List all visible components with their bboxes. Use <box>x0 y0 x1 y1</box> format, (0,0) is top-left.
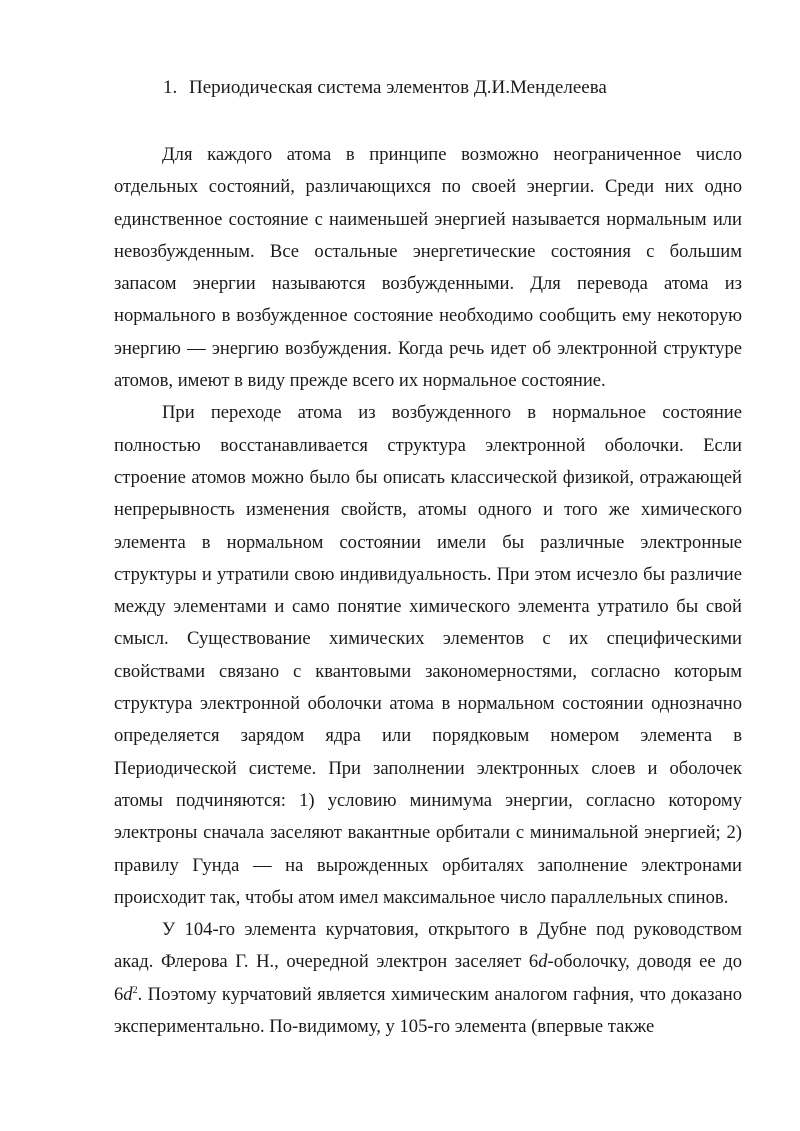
orbital-letter: d <box>538 951 548 973</box>
paragraph-3-text-b: -оболочку, доводя ее до 6 <box>114 951 743 1005</box>
paragraph-3-text-c: . Поэтому курчатовий является химическим аналогом гафния, что доказано экспериментально. По-видимому, у 105-го элемента (впервые также <box>114 983 742 1038</box>
section-title: Периодическая система элементов Д.И.Менделеева <box>189 77 607 98</box>
paragraph-3 <box>114 914 742 1043</box>
document-body <box>114 139 742 1043</box>
section-number: 1. <box>163 77 178 98</box>
paragraph-3-text-a: У 104-го элемента курчатовия, открытого в Дубне под руководством акад. Флерова Г. Н., очередной электрон заселяет 6 <box>114 919 742 973</box>
paragraph-2: При переходе атома из возбужденного в нормальное состояние полностью восстанавливается структура электронной оболочки. Если строение атомов можно было бы описать классической физикой, отражающей непрерывность изменения свойств, атомы одного и того же химического элемента в нормальном состоянии имели бы различные электронные структуры и утратили свою индивидуальность. При этом исчезло бы различие между элементами и само понятие химического элемента утратило бы свой смысл. Существование химических элементов с их специфическими свойствами связано с квантовыми закономерностями, согласно которым структура электронной оболочки атома в нормальном состоянии однозначно определяется зарядом ядра или порядковым номером элемента в Периодической системе. При заполнении электронных слоев и оболочек атомы подчиняются: 1) условию минимума энергии, согласно которому электроны сначала заселяют вакантные орбитали с минимальной энергией; 2) правилу Гунда — на вырожденных орбиталях заполнение электронами происходит так, чтобы атом имел максимальное число параллельных спинов. <box>114 402 742 908</box>
orbital-letter: d <box>123 983 133 1005</box>
orbital-superscript: 2 <box>132 984 138 996</box>
section-heading <box>163 74 607 102</box>
paragraph-1: Для каждого атома в принципе возможно неограниченное число отдельных состояний, различающихся по своей энергии. Среди них одно единственное состояние с наименьшей энергией называется нормальным или невозбужденным. Все остальные энергетические состояния с большим запасом энергии называются возбужденными. Для перевода атома из нормального в возбужденное состояние необходимо сообщить ему некоторую энергию — энергию возбуждения. Когда речь идет об электронной структуре атомов, имеют в виду прежде всего их нормальное состояние. <box>114 144 742 392</box>
